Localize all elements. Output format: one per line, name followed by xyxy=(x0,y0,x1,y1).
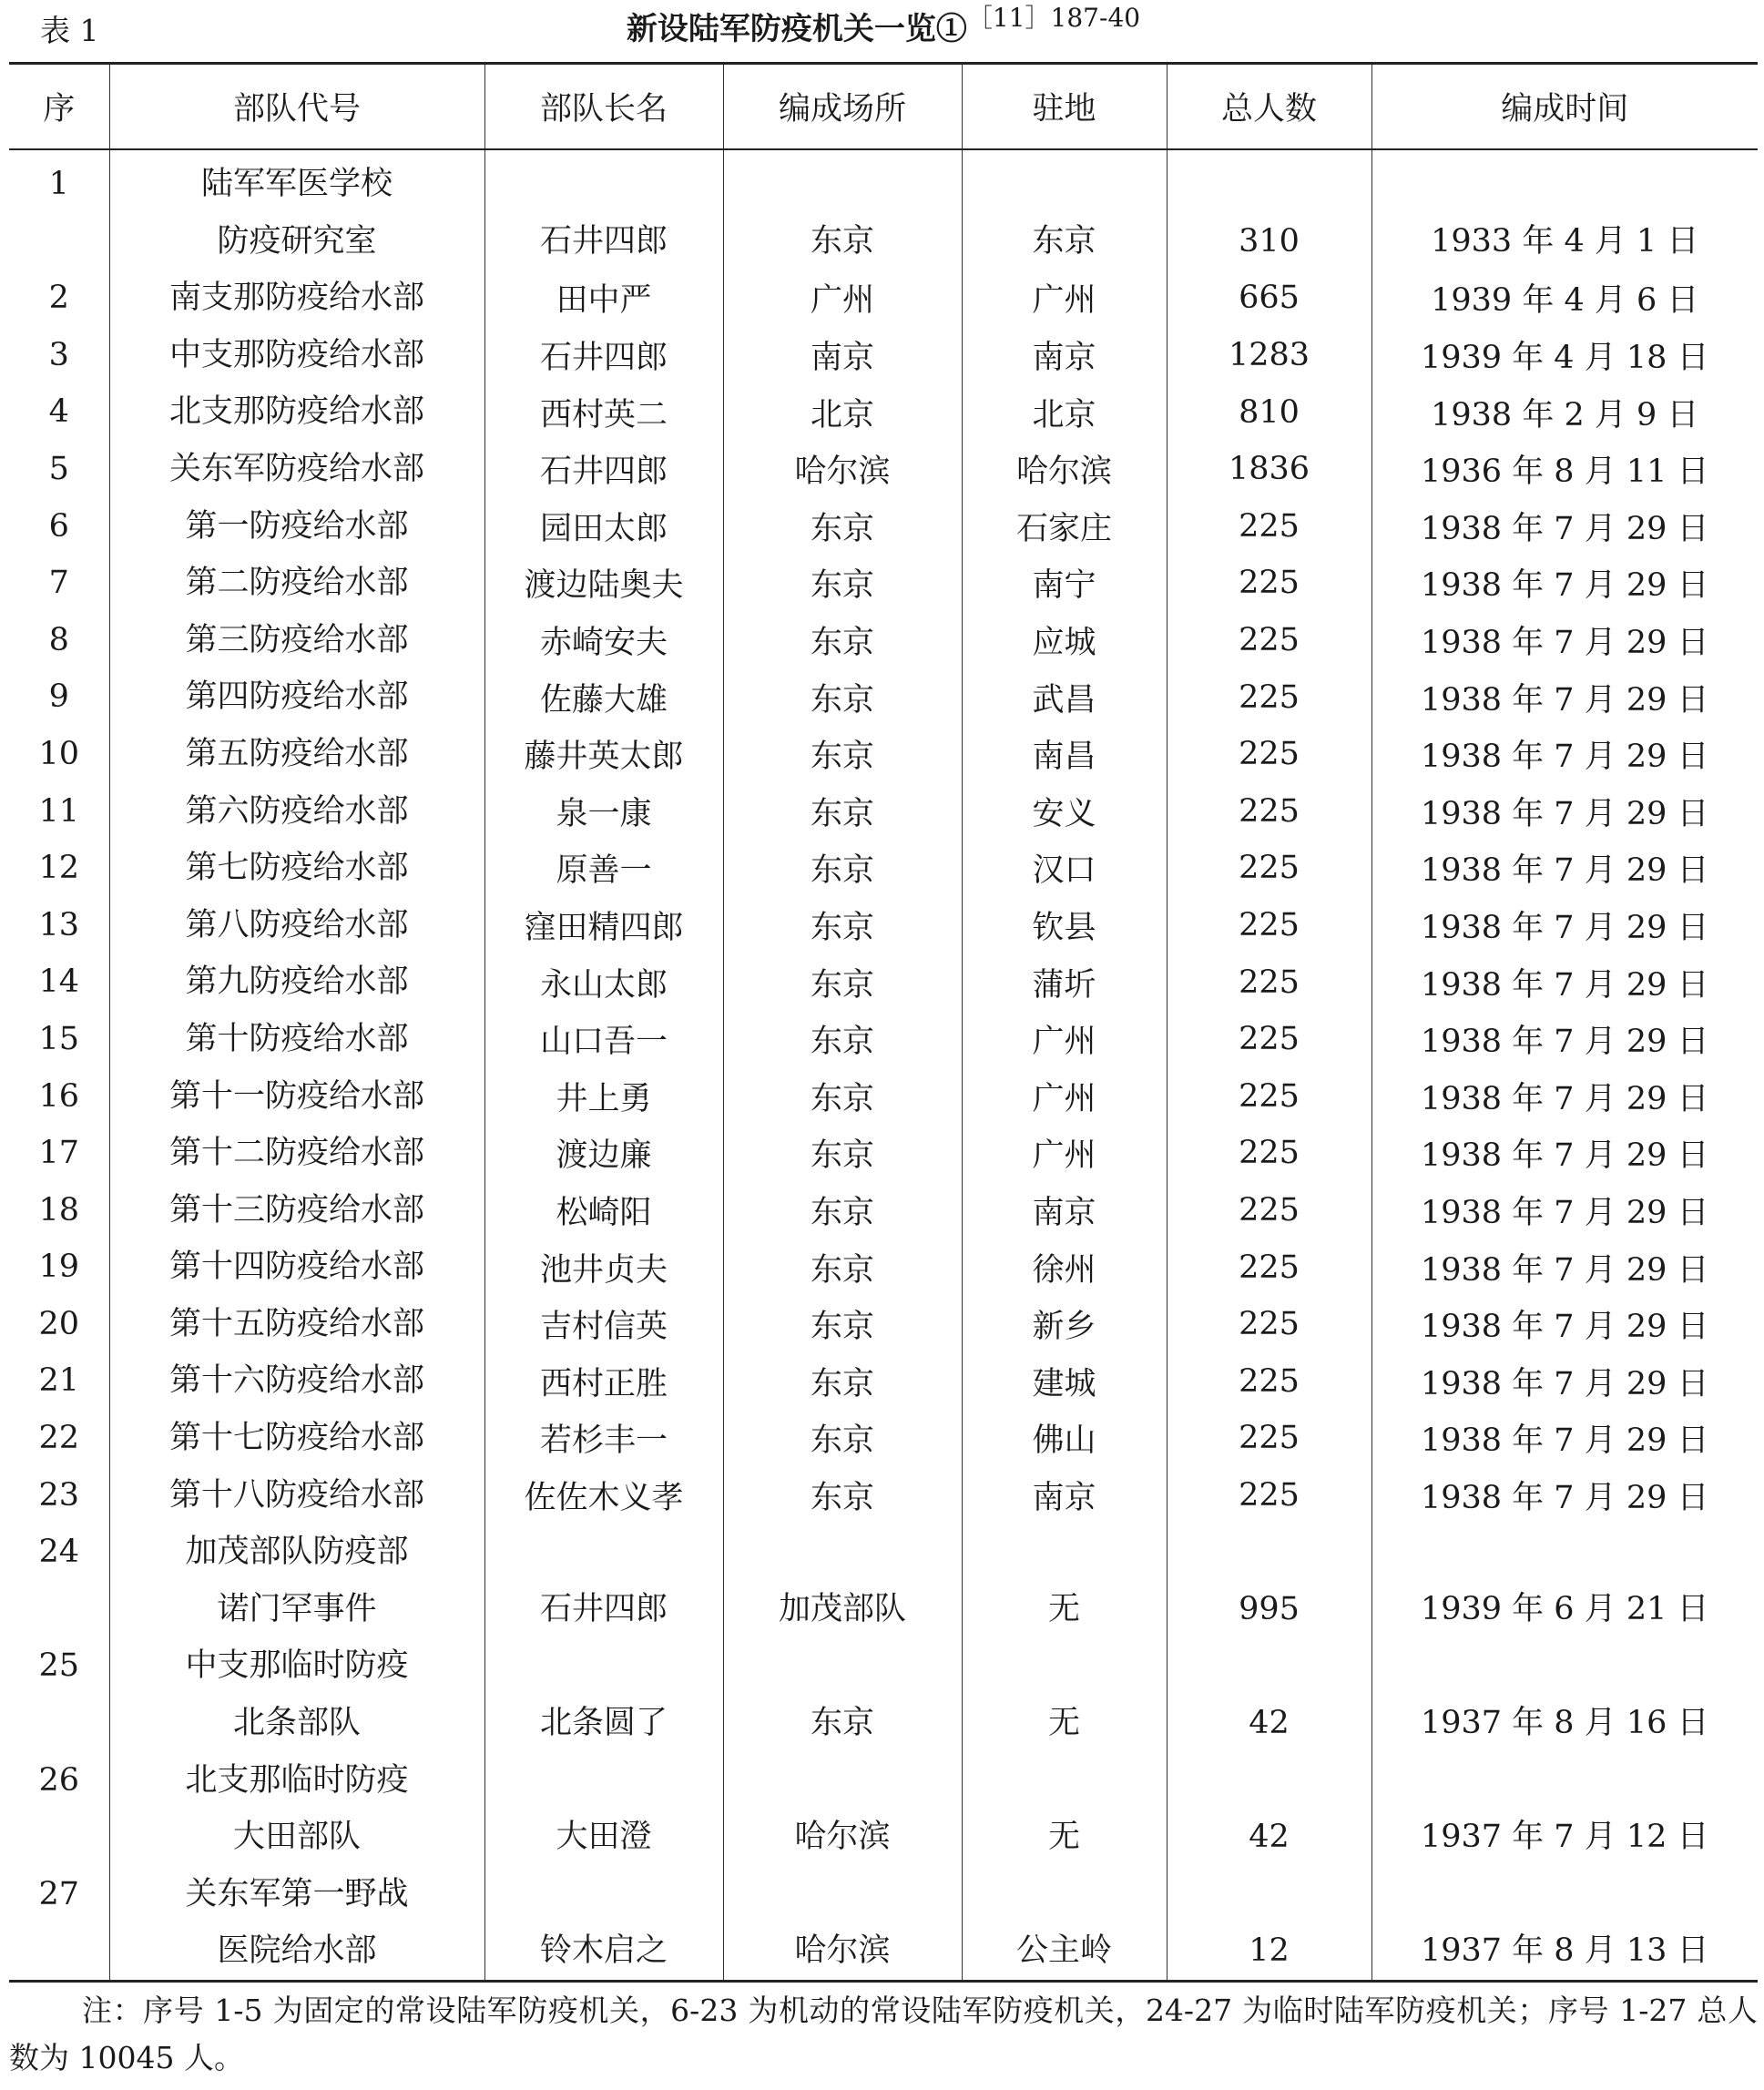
cell-leader: 原善一 xyxy=(484,840,723,897)
table-row xyxy=(9,1866,1758,1982)
cell-formation-date: 1938 年 7 月 29 日 xyxy=(1371,1239,1758,1296)
cell-formation-date: 1938 年 7 月 29 日 xyxy=(1371,1068,1758,1126)
table-title xyxy=(9,5,1758,53)
table-row xyxy=(9,1467,1758,1524)
cell-station: 南京 xyxy=(962,327,1167,384)
cell-unit-code xyxy=(109,270,484,327)
cell-unit-code xyxy=(109,1524,484,1637)
cell-station: 佛山 xyxy=(962,1410,1167,1467)
cell-formation-place: 东京 xyxy=(723,1467,962,1524)
cell-station: 汉口 xyxy=(962,840,1167,897)
cell-unit-code xyxy=(109,555,484,612)
cell-station: 武昌 xyxy=(962,668,1167,726)
cell-formation-date: 1938 年 7 月 29 日 xyxy=(1371,498,1758,556)
cell-seq: 5 xyxy=(48,450,69,487)
unit-code-line: 大田部队 xyxy=(232,1819,361,1856)
cell-leader: 藤井英太郎 xyxy=(484,726,723,783)
cell-total-value: 42 xyxy=(1249,1705,1290,1742)
unit-code-line: 医院给水部 xyxy=(217,1932,377,1970)
table-row xyxy=(9,1125,1758,1182)
table-row xyxy=(9,1182,1758,1239)
table-row xyxy=(9,1352,1758,1410)
cell-station: 广州 xyxy=(962,1068,1167,1126)
cell-formation-date: 1939 年 4 月 18 日 xyxy=(1371,327,1758,384)
cell-station: 石家庄 xyxy=(962,498,1167,556)
cell-unit-code xyxy=(109,1866,484,1982)
cell-formation-place: 东京 xyxy=(723,612,962,669)
cell-seq: 4 xyxy=(48,393,69,431)
cell-total: 225 xyxy=(1167,726,1371,783)
cell-total: 810 xyxy=(1167,383,1371,441)
cell-total: 225 xyxy=(1167,840,1371,897)
cell-leader: 石井四郎 xyxy=(484,327,723,384)
cell-formation-date: 1938 年 7 月 29 日 xyxy=(1371,726,1758,783)
cell-formation-place: 东京 xyxy=(723,1182,962,1239)
table-row xyxy=(9,1637,1758,1751)
cell-total: 225 xyxy=(1167,1467,1371,1524)
cell-station: 南昌 xyxy=(962,726,1167,783)
cell-leader xyxy=(484,1524,723,1637)
table-row xyxy=(9,327,1758,384)
cell-formation-place: 东京 xyxy=(723,555,962,612)
unit-code-line: 北条部队 xyxy=(232,1705,361,1742)
cell-unit-code xyxy=(109,441,484,498)
cell-station: 南京 xyxy=(962,1182,1167,1239)
cell-seq: 22 xyxy=(38,1420,80,1457)
cell-formation-place: 东京 xyxy=(723,1296,962,1353)
cell-leader: 松崎阳 xyxy=(484,1182,723,1239)
cell-leader: 园田太郎 xyxy=(484,498,723,556)
cell-leader: 池井贞夫 xyxy=(484,1239,723,1296)
citation-mark: ［11］187-40 xyxy=(966,3,1141,33)
unit-code-line: 北支那防疫给水部 xyxy=(168,393,424,431)
cell-formation-date xyxy=(1371,149,1758,270)
cell-formation-date xyxy=(1371,1866,1758,1982)
unit-code-line: 第四防疫给水部 xyxy=(185,678,409,716)
cell-formation-date-value: 1937 年 8 月 16 日 xyxy=(1420,1705,1709,1742)
cell-formation-date: 1938 年 7 月 29 日 xyxy=(1371,840,1758,897)
cell-total: 225 xyxy=(1167,953,1371,1011)
cell-formation-place: 东京 xyxy=(723,1011,962,1068)
unit-code-line: 第十防疫给水部 xyxy=(185,1020,409,1057)
cell-formation-date: 1938 年 7 月 29 日 xyxy=(1371,1352,1758,1410)
unit-code-line: 中支那临时防疫 xyxy=(185,1647,409,1685)
table-caption xyxy=(9,5,1758,60)
cell-total: 1283 xyxy=(1167,327,1371,384)
table-row xyxy=(9,726,1758,783)
cell-total: 665 xyxy=(1167,270,1371,327)
cell-station-value: 无 xyxy=(1047,1705,1080,1742)
cell-leader-value: 铃木启之 xyxy=(539,1932,668,1970)
unit-code-line: 第十一防疫给水部 xyxy=(168,1077,424,1115)
cell-formation-place: 东京 xyxy=(723,1352,962,1410)
unit-code-line: 第九防疫给水部 xyxy=(185,963,409,1001)
cell-station: 应城 xyxy=(962,612,1167,669)
cell-station: 广州 xyxy=(962,1011,1167,1068)
table-row xyxy=(9,1068,1758,1126)
cell-formation-date xyxy=(1371,1524,1758,1637)
cell-total-value: 42 xyxy=(1249,1819,1290,1856)
header-row xyxy=(9,64,1758,150)
cell-seq: 2 xyxy=(48,280,69,317)
units-table xyxy=(9,62,1758,1983)
table-body xyxy=(9,149,1758,1982)
cell-unit-code xyxy=(109,327,484,384)
cell-formation-place: 东京 xyxy=(723,897,962,954)
cell-total-value: 995 xyxy=(1239,1590,1300,1627)
table-row xyxy=(9,441,1758,498)
cell-total xyxy=(1167,149,1371,270)
cell-station-value: 无 xyxy=(1047,1819,1080,1856)
cell-formation-date: 1939 年 4 月 6 日 xyxy=(1371,270,1758,327)
cell-seq: 23 xyxy=(38,1476,80,1514)
cell-unit-code xyxy=(109,1125,484,1182)
cell-formation-date-value: 1933 年 4 月 1 日 xyxy=(1431,222,1699,260)
cell-formation-date: 1938 年 7 月 29 日 xyxy=(1371,612,1758,669)
cell-total: 225 xyxy=(1167,1239,1371,1296)
cell-total: 225 xyxy=(1167,1296,1371,1353)
cell-formation-date: 1938 年 7 月 29 日 xyxy=(1371,1125,1758,1182)
unit-code-line: 第十二防疫给水部 xyxy=(168,1135,424,1172)
header-total: 总人数 xyxy=(1167,64,1371,150)
unit-code-line: 第十三防疫给水部 xyxy=(168,1191,424,1229)
cell-leader: 井上勇 xyxy=(484,1068,723,1126)
cell-station: 钦县 xyxy=(962,897,1167,954)
table-title-text: 新设陆军防疫机关一览 xyxy=(626,11,936,47)
table-row xyxy=(9,1296,1758,1353)
table-row xyxy=(9,840,1758,897)
cell-formation-place: 广州 xyxy=(723,270,962,327)
cell-total xyxy=(1167,1866,1371,1982)
header-seq: 序 xyxy=(9,64,109,150)
cell-formation-date-value: 1937 年 7 月 12 日 xyxy=(1420,1819,1709,1856)
cell-seq: 6 xyxy=(48,507,69,545)
cell-unit-code xyxy=(109,1352,484,1410)
cell-unit-code xyxy=(109,1011,484,1068)
cell-unit-code xyxy=(109,149,484,270)
cell-seq: 20 xyxy=(38,1305,80,1342)
unit-code-line: 第七防疫给水部 xyxy=(185,850,409,887)
table-label: 表 1 xyxy=(40,13,99,48)
cell-total: 225 xyxy=(1167,1182,1371,1239)
cell-unit-code xyxy=(109,1467,484,1524)
cell-total xyxy=(1167,1524,1371,1637)
cell-formation-place: 东京 xyxy=(723,726,962,783)
cell-formation-date: 1938 年 7 月 29 日 xyxy=(1371,1182,1758,1239)
cell-unit-code xyxy=(109,1296,484,1353)
unit-code-line: 第六防疫给水部 xyxy=(185,792,409,830)
cell-unit-code xyxy=(109,612,484,669)
cell-seq: 16 xyxy=(38,1077,80,1115)
cell-unit-code xyxy=(109,668,484,726)
cell-station-value: 公主岭 xyxy=(1015,1932,1112,1970)
cell-unit-code xyxy=(109,897,484,954)
cell-formation-date: 1938 年 7 月 29 日 xyxy=(1371,668,1758,726)
unit-code-line: 加茂部队防疫部 xyxy=(185,1534,409,1571)
table-row xyxy=(9,1752,1758,1866)
cell-unit-code xyxy=(109,1239,484,1296)
cell-leader: 泉一康 xyxy=(484,783,723,841)
cell-unit-code xyxy=(109,1410,484,1467)
cell-formation-place-value: 哈尔滨 xyxy=(794,1932,891,1970)
unit-code-line: 关东军防疫给水部 xyxy=(168,450,424,487)
cell-formation-place-value: 东京 xyxy=(810,1705,874,1742)
cell-leader: 吉村信英 xyxy=(484,1296,723,1353)
cell-unit-code xyxy=(109,953,484,1011)
cell-total: 225 xyxy=(1167,612,1371,669)
table-header xyxy=(9,64,1758,150)
cell-leader xyxy=(484,149,723,270)
cell-station: 北京 xyxy=(962,383,1167,441)
document-page xyxy=(9,0,1758,2090)
cell-seq: 21 xyxy=(38,1362,80,1400)
cell-leader: 田中严 xyxy=(484,270,723,327)
unit-code-line: 关东军第一野战 xyxy=(185,1875,409,1912)
cell-formation-place: 东京 xyxy=(723,1239,962,1296)
cell-total: 225 xyxy=(1167,783,1371,841)
unit-code-line: 第十四防疫给水部 xyxy=(168,1249,424,1286)
cell-seq: 19 xyxy=(38,1249,80,1286)
table-note: 注：序号 1-5 为固定的常设陆军防疫机关，6-23 为机动的常设陆军防疫机关，24-27 为临时陆军防疫机关；序号 1-27 总人数为 10045 人。 xyxy=(9,1993,1758,2075)
cell-unit-code xyxy=(109,840,484,897)
cell-leader: 石井四郎 xyxy=(484,441,723,498)
cell-formation-place: 哈尔滨 xyxy=(723,441,962,498)
table-row xyxy=(9,783,1758,841)
cell-unit-code xyxy=(109,1182,484,1239)
cell-formation-place: 东京 xyxy=(723,953,962,1011)
cell-station: 安义 xyxy=(962,783,1167,841)
cell-leader-value: 石井四郎 xyxy=(539,222,668,260)
cell-station: 蒲圻 xyxy=(962,953,1167,1011)
cell-seq: 14 xyxy=(38,963,80,1001)
cell-formation-place-value: 东京 xyxy=(810,222,874,260)
unit-code-line: 第八防疫给水部 xyxy=(185,906,409,943)
cell-station: 徐州 xyxy=(962,1239,1167,1296)
unit-code-line: 第十六防疫给水部 xyxy=(168,1362,424,1400)
cell-leader-value: 石井四郎 xyxy=(539,1590,668,1627)
cell-seq: 17 xyxy=(38,1135,80,1172)
cell-formation-place: 东京 xyxy=(723,1068,962,1126)
cell-seq: 13 xyxy=(38,906,80,943)
header-formation-date: 编成时间 xyxy=(1371,64,1758,150)
cell-formation-date: 1936 年 8 月 11 日 xyxy=(1371,441,1758,498)
table-row xyxy=(9,1011,1758,1068)
cell-formation-place-value: 哈尔滨 xyxy=(794,1819,891,1856)
cell-station-value: 无 xyxy=(1047,1590,1080,1627)
cell-seq: 25 xyxy=(38,1647,80,1685)
cell-formation-date: 1938 年 7 月 29 日 xyxy=(1371,1011,1758,1068)
cell-leader: 永山太郎 xyxy=(484,953,723,1011)
cell-unit-code xyxy=(109,1068,484,1126)
cell-total-value: 12 xyxy=(1249,1932,1290,1970)
unit-code-line: 诺门罕事件 xyxy=(217,1590,377,1627)
cell-unit-code xyxy=(109,783,484,841)
cell-leader-value: 北条圆了 xyxy=(539,1705,668,1742)
cell-formation-date xyxy=(1371,1752,1758,1866)
cell-station: 新乡 xyxy=(962,1296,1167,1353)
cell-formation-date xyxy=(1371,1637,1758,1751)
cell-formation-date: 1938 年 7 月 29 日 xyxy=(1371,897,1758,954)
table-row xyxy=(9,612,1758,669)
cell-station: 哈尔滨 xyxy=(962,441,1167,498)
cell-total: 225 xyxy=(1167,1068,1371,1126)
cell-formation-place xyxy=(723,149,962,270)
cell-station: 南京 xyxy=(962,1467,1167,1524)
cell-station xyxy=(962,1637,1167,1751)
cell-leader: 赤崎安夫 xyxy=(484,612,723,669)
table-row xyxy=(9,555,1758,612)
cell-unit-code xyxy=(109,726,484,783)
unit-code-line: 第十七防疫给水部 xyxy=(168,1420,424,1457)
cell-total: 225 xyxy=(1167,1011,1371,1068)
cell-formation-date-value: 1937 年 8 月 13 日 xyxy=(1420,1932,1709,1970)
cell-leader-value: 大田澄 xyxy=(556,1819,652,1856)
cell-seq: 11 xyxy=(38,792,80,830)
cell-formation-date: 1938 年 2 月 9 日 xyxy=(1371,383,1758,441)
table-row xyxy=(9,668,1758,726)
cell-leader: 若杉丰一 xyxy=(484,1410,723,1467)
cell-seq: 7 xyxy=(48,565,69,602)
cell-station-value: 东京 xyxy=(1032,222,1096,260)
cell-total: 225 xyxy=(1167,498,1371,556)
header-formation-place: 编成场所 xyxy=(723,64,962,150)
unit-code-line: 第二防疫给水部 xyxy=(185,565,409,602)
cell-seq: 1 xyxy=(48,166,69,202)
cell-formation-date: 1938 年 7 月 29 日 xyxy=(1371,953,1758,1011)
cell-unit-code xyxy=(109,1637,484,1751)
cell-unit-code xyxy=(109,498,484,556)
cell-seq: 18 xyxy=(38,1191,80,1229)
cell-formation-date: 1938 年 7 月 29 日 xyxy=(1371,555,1758,612)
table-row xyxy=(9,270,1758,327)
cell-station xyxy=(962,149,1167,270)
cell-leader: 窪田精四郎 xyxy=(484,897,723,954)
cell-formation-date: 1938 年 7 月 29 日 xyxy=(1371,1296,1758,1353)
cell-seq: 9 xyxy=(48,678,69,716)
cell-total: 225 xyxy=(1167,668,1371,726)
cell-formation-place xyxy=(723,1866,962,1982)
cell-formation-place: 东京 xyxy=(723,498,962,556)
cell-leader: 西村正胜 xyxy=(484,1352,723,1410)
cell-formation-place: 东京 xyxy=(723,840,962,897)
table-row xyxy=(9,1239,1758,1296)
cell-formation-place xyxy=(723,1524,962,1637)
cell-total xyxy=(1167,1637,1371,1751)
cell-leader: 佐藤大雄 xyxy=(484,668,723,726)
cell-formation-place: 东京 xyxy=(723,1125,962,1182)
cell-total: 225 xyxy=(1167,897,1371,954)
table-row xyxy=(9,1524,1758,1637)
cell-leader: 西村英二 xyxy=(484,383,723,441)
header-station: 驻地 xyxy=(962,64,1167,150)
table-row xyxy=(9,149,1758,270)
cell-leader xyxy=(484,1752,723,1866)
cell-seq: 26 xyxy=(38,1761,80,1799)
cell-unit-code xyxy=(109,383,484,441)
cell-seq: 10 xyxy=(38,735,80,772)
cell-leader: 渡边廉 xyxy=(484,1125,723,1182)
cell-unit-code xyxy=(109,1752,484,1866)
cell-station: 建城 xyxy=(962,1352,1167,1410)
cell-station: 南宁 xyxy=(962,555,1167,612)
cell-station: 广州 xyxy=(962,270,1167,327)
cell-total: 225 xyxy=(1167,1352,1371,1410)
cell-leader xyxy=(484,1866,723,1982)
unit-code-line: 陆军军医学校 xyxy=(200,166,393,202)
cell-seq: 8 xyxy=(48,621,69,658)
cell-total: 225 xyxy=(1167,1125,1371,1182)
cell-formation-place xyxy=(723,1637,962,1751)
cell-formation-place xyxy=(723,1752,962,1866)
table-row xyxy=(9,953,1758,1011)
cell-leader xyxy=(484,1637,723,1751)
unit-code-line: 第五防疫给水部 xyxy=(185,735,409,772)
cell-station xyxy=(962,1752,1167,1866)
cell-total: 225 xyxy=(1167,1410,1371,1467)
cell-formation-date-value: 1939 年 6 月 21 日 xyxy=(1420,1590,1709,1627)
cell-seq: 27 xyxy=(9,1866,109,1982)
cell-station xyxy=(962,1524,1167,1637)
cell-formation-place: 北京 xyxy=(723,383,962,441)
cell-total-value: 310 xyxy=(1239,222,1300,260)
unit-code-line: 第一防疫给水部 xyxy=(185,507,409,545)
table-row xyxy=(9,498,1758,556)
table-row xyxy=(9,897,1758,954)
unit-code-line: 南支那防疫给水部 xyxy=(168,280,424,317)
cell-leader: 渡边陆奥夫 xyxy=(484,555,723,612)
header-unit-code: 部队代号 xyxy=(109,64,484,150)
cell-formation-place: 东京 xyxy=(723,1410,962,1467)
cell-total: 225 xyxy=(1167,555,1371,612)
cell-formation-date: 1938 年 7 月 29 日 xyxy=(1371,1467,1758,1524)
cell-formation-place: 东京 xyxy=(723,668,962,726)
cell-seq: 3 xyxy=(48,336,69,373)
table-row xyxy=(9,383,1758,441)
cell-leader: 山口吾一 xyxy=(484,1011,723,1068)
unit-code-line: 第三防疫给水部 xyxy=(185,621,409,658)
cell-formation-place: 东京 xyxy=(723,783,962,841)
unit-code-line: 第十八防疫给水部 xyxy=(168,1476,424,1514)
unit-code-line: 中支那防疫给水部 xyxy=(168,336,424,373)
cell-seq: 15 xyxy=(38,1020,80,1057)
cell-formation-place-value: 加茂部队 xyxy=(778,1590,906,1627)
cell-seq: 12 xyxy=(38,850,80,887)
header-leader: 部队长名 xyxy=(484,64,723,150)
cell-formation-place: 南京 xyxy=(723,327,962,384)
cell-station xyxy=(962,1866,1167,1982)
cell-formation-date: 1938 年 7 月 29 日 xyxy=(1371,1410,1758,1467)
table-row xyxy=(9,1410,1758,1467)
cell-formation-date: 1938 年 7 月 29 日 xyxy=(1371,783,1758,841)
cell-seq: 24 xyxy=(38,1534,80,1571)
unit-code-line: 防疫研究室 xyxy=(217,222,377,260)
cell-total xyxy=(1167,1752,1371,1866)
cell-station: 广州 xyxy=(962,1125,1167,1182)
footnote-mark: ① xyxy=(935,11,967,47)
unit-code-line: 第十五防疫给水部 xyxy=(168,1305,424,1342)
unit-code-line: 北支那临时防疫 xyxy=(185,1761,409,1799)
cell-leader: 佐佐木义孝 xyxy=(484,1467,723,1524)
cell-total: 1836 xyxy=(1167,441,1371,498)
